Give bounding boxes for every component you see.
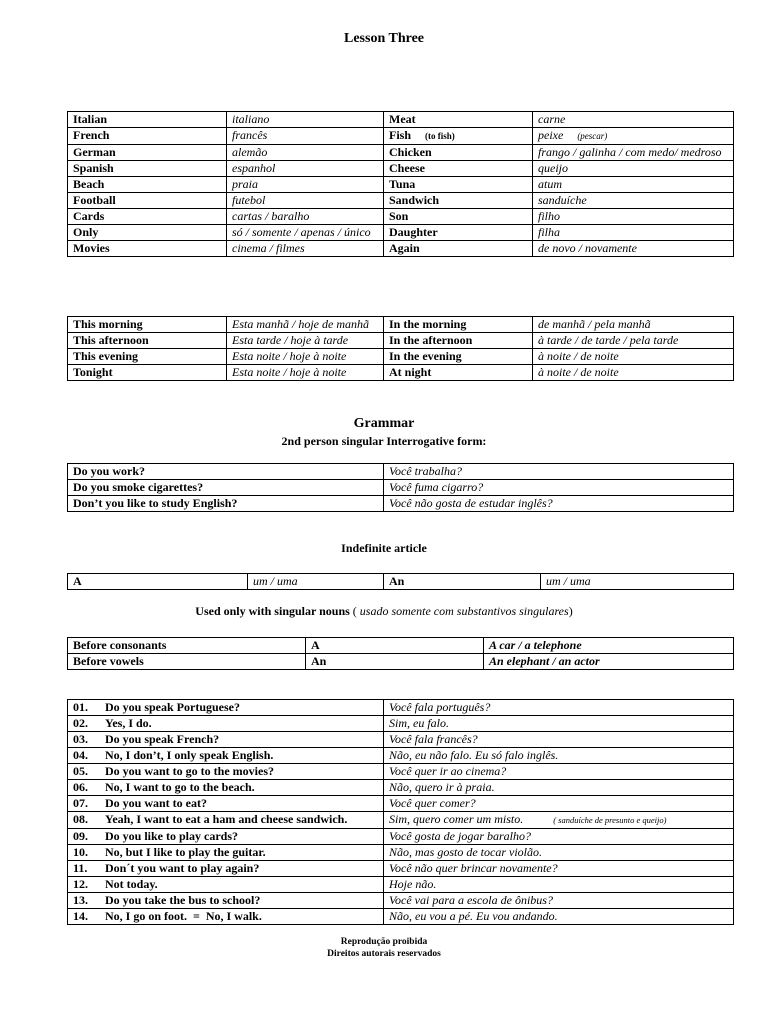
dialogue-table (67, 699, 734, 925)
dialogue-pt: Sim, quero comer um misto. ( sanduíche de presunto e queijo) (384, 812, 734, 829)
vocab-en: Daughter (384, 225, 533, 241)
footer-line-1: Reprodução proibida (340, 937, 428, 947)
vocab-en: German (68, 145, 227, 161)
article-an: An (384, 574, 541, 590)
time-pt: Esta manhã / hoje de manhã (227, 317, 384, 333)
vocab-en: Beach (68, 177, 227, 193)
time-row (68, 333, 734, 349)
dialogue-number: 08. (73, 812, 88, 826)
vocab-en: Spanish (68, 161, 227, 177)
dialogue-pt: Não, quero ir à praia. (384, 780, 734, 796)
dialogue-en: 05. Do you want to go to the movies? (68, 764, 384, 780)
vocab-en: Cards (68, 209, 227, 225)
article-usage-table (67, 637, 734, 670)
article-note (0, 604, 768, 619)
dialogue-row (68, 877, 734, 893)
vocab-pt: praia (227, 177, 384, 193)
time-pt: à tarde / de tarde / pela tarde (533, 333, 734, 349)
dialogue-pt: Hoje não. (384, 877, 734, 893)
vocab-row (68, 112, 734, 128)
dialogue-number: 13. (73, 893, 88, 907)
vocab-pt: filho (533, 209, 734, 225)
vocab-pt: francês (227, 128, 384, 145)
vocab-pt: peixe (pescar) (533, 128, 734, 145)
dialogue-row (68, 829, 734, 845)
vocab-row (68, 177, 734, 193)
dialogue-row (68, 861, 734, 877)
vocab-pt: espanhol (227, 161, 384, 177)
time-pt: à noite / de noite (533, 365, 734, 381)
usage-label: Before consonants (68, 638, 306, 654)
vocab-pt: alemão (227, 145, 384, 161)
time-of-day-table (67, 316, 734, 381)
vocab-note: (to fish) (425, 131, 455, 141)
dialogue-number: 03. (73, 732, 88, 746)
article-note-close: ) (568, 604, 573, 618)
dialogue-pt: Você fala francês? (384, 732, 734, 748)
dialogue-row (68, 700, 734, 716)
dialogue-pt: Você quer ir ao cinema? (384, 764, 734, 780)
grammar-row (68, 464, 734, 480)
dialogue-en: 07. Do you want to eat? (68, 796, 384, 812)
vocab-en: Tuna (384, 177, 533, 193)
vocab-en: Sandwich (384, 193, 533, 209)
grammar-pt: Você trabalha? (384, 464, 734, 480)
vocab-en: Movies (68, 241, 227, 257)
dialogue-en: 11. Don´t you want to play again? (68, 861, 384, 877)
dialogue-note: ( sanduíche de presunto e queijo) (553, 815, 667, 825)
grammar-pt: Você fuma cigarro? (384, 480, 734, 496)
vocab-pt: só / somente / apenas / único (227, 225, 384, 241)
vocab-en: Chicken (384, 145, 533, 161)
grammar-en: Do you smoke cigarettes? (68, 480, 384, 496)
vocab-pt: frango / galinha / com medo/ medroso (533, 145, 734, 161)
time-row (68, 365, 734, 381)
dialogue-en: 02. Yes, I do. (68, 716, 384, 732)
dialogue-number: 09. (73, 829, 88, 843)
dialogue-pt: Você gosta de jogar baralho? (384, 829, 734, 845)
usage-row (68, 638, 734, 654)
dialogue-row (68, 748, 734, 764)
vocab-row (68, 225, 734, 241)
article-an-pt: um / uma (541, 574, 734, 590)
dialogue-number: 05. (73, 764, 88, 778)
vocab-en: Italian (68, 112, 227, 128)
time-pt: à noite / de noite (533, 349, 734, 365)
dialogue-number: 12. (73, 877, 88, 891)
grammar-en: Do you work? (68, 464, 384, 480)
vocab-note: (pescar) (577, 131, 608, 141)
dialogue-row (68, 716, 734, 732)
dialogue-en: 04. No, I don’t, I only speak English. (68, 748, 384, 764)
dialogue-number: 04. (73, 748, 88, 762)
usage-label: Before vowels (68, 654, 306, 670)
dialogue-row (68, 845, 734, 861)
grammar-en: Don’t you like to study English? (68, 496, 384, 512)
vocab-pt: cinema / filmes (227, 241, 384, 257)
vocab-en: Only (68, 225, 227, 241)
dialogue-pt: Não, mas gosto de tocar violão. (384, 845, 734, 861)
dialogue-pt: Você quer comer? (384, 796, 734, 812)
dialogue-row (68, 893, 734, 909)
dialogue-number: 06. (73, 780, 88, 794)
vocab-pt: atum (533, 177, 734, 193)
usage-article: A (306, 638, 484, 654)
article-heading: Indefinite article (341, 541, 427, 555)
time-pt: Esta noite / hoje à noite (227, 365, 384, 381)
dialogue-pt: Você não quer brincar novamente? (384, 861, 734, 877)
vocab-pt: futebol (227, 193, 384, 209)
article-note-pt: usado somente com substantivos singulares (356, 604, 569, 618)
dialogue-en: 08. Yeah, I want to eat a ham and cheese sandwich. (68, 812, 384, 829)
dialogue-pt: Não, eu vou a pé. Eu vou andando. (384, 909, 734, 925)
vocab-pt: de novo / novamente (533, 241, 734, 257)
vocabulary-table (67, 111, 734, 257)
dialogue-en: 13. Do you take the bus to school? (68, 893, 384, 909)
time-pt: Esta tarde / hoje à tarde (227, 333, 384, 349)
time-row (68, 317, 734, 333)
usage-example: An elephant / an actor (484, 654, 734, 670)
dialogue-en: 10. No, but I like to play the guitar. (68, 845, 384, 861)
article-note-en: Used only with singular nouns (195, 604, 350, 618)
time-pt: Esta noite / hoje à noite (227, 349, 384, 365)
vocab-en: Again (384, 241, 533, 257)
vocab-row (68, 193, 734, 209)
vocab-en: Son (384, 209, 533, 225)
grammar-pt: Você não gosta de estudar inglês? (384, 496, 734, 512)
vocab-pt: queijo (533, 161, 734, 177)
vocab-pt: carne (533, 112, 734, 128)
vocab-en: Meat (384, 112, 533, 128)
dialogue-en: 06. No, I want to go to the beach. (68, 780, 384, 796)
dialogue-en: 09. Do you like to play cards? (68, 829, 384, 845)
vocab-pt: sanduíche (533, 193, 734, 209)
page-title: Lesson Three (344, 31, 424, 46)
time-en: This evening (68, 349, 227, 365)
dialogue-number: 14. (73, 909, 88, 923)
vocab-row (68, 145, 734, 161)
grammar-row (68, 480, 734, 496)
vocab-row (68, 128, 734, 145)
vocab-row (68, 161, 734, 177)
time-en: In the morning (384, 317, 533, 333)
time-en: Tonight (68, 365, 227, 381)
time-en: This morning (68, 317, 227, 333)
grammar-row (68, 496, 734, 512)
dialogue-pt: Sim, eu falo. (384, 716, 734, 732)
article-table (67, 573, 734, 590)
dialogue-en: 03. Do you speak French? (68, 732, 384, 748)
dialogue-number: 10. (73, 845, 88, 859)
dialogue-pt: Você vai para a escola de ônibus? (384, 893, 734, 909)
dialogue-pt: Não, eu não falo. Eu só falo inglês. (384, 748, 734, 764)
time-en: In the afternoon (384, 333, 533, 349)
time-row (68, 349, 734, 365)
usage-example: A car / a telephone (484, 638, 734, 654)
dialogue-row (68, 780, 734, 796)
dialogue-row (68, 909, 734, 925)
dialogue-number: 07. (73, 796, 88, 810)
dialogue-pt: Você fala português? (384, 700, 734, 716)
dialogue-number: 01. (73, 700, 88, 714)
article-row (68, 574, 734, 590)
usage-row (68, 654, 734, 670)
vocab-en: Cheese (384, 161, 533, 177)
time-en: In the evening (384, 349, 533, 365)
interrogative-table (67, 463, 734, 512)
article-a-pt: um / uma (248, 574, 384, 590)
article-note-open: ( (349, 604, 357, 618)
vocab-en: Fish (to fish) (384, 128, 533, 145)
dialogue-number: 02. (73, 716, 88, 730)
vocab-row (68, 209, 734, 225)
vocab-row (68, 241, 734, 257)
dialogue-en: 14. No, I go on foot. = No, I walk. (68, 909, 384, 925)
time-en: This afternoon (68, 333, 227, 349)
dialogue-row (68, 796, 734, 812)
time-pt: de manhã / pela manhã (533, 317, 734, 333)
footer-line-2: Direitos autorais reservados (327, 949, 441, 959)
dialogue-number: 11. (73, 861, 88, 875)
vocab-en: French (68, 128, 227, 145)
dialogue-row (68, 812, 734, 829)
time-en: At night (384, 365, 533, 381)
dialogue-row (68, 732, 734, 748)
dialogue-en: 01. Do you speak Portuguese? (68, 700, 384, 716)
dialogue-row (68, 764, 734, 780)
article-a: A (68, 574, 248, 590)
vocab-en: Football (68, 193, 227, 209)
vocab-pt: filha (533, 225, 734, 241)
usage-article: An (306, 654, 484, 670)
vocab-pt: cartas / baralho (227, 209, 384, 225)
grammar-heading: Grammar (353, 416, 415, 431)
vocab-pt: italiano (227, 112, 384, 128)
dialogue-en: 12. Not today. (68, 877, 384, 893)
grammar-subheading: 2nd person singular Interrogative form: (281, 434, 487, 448)
